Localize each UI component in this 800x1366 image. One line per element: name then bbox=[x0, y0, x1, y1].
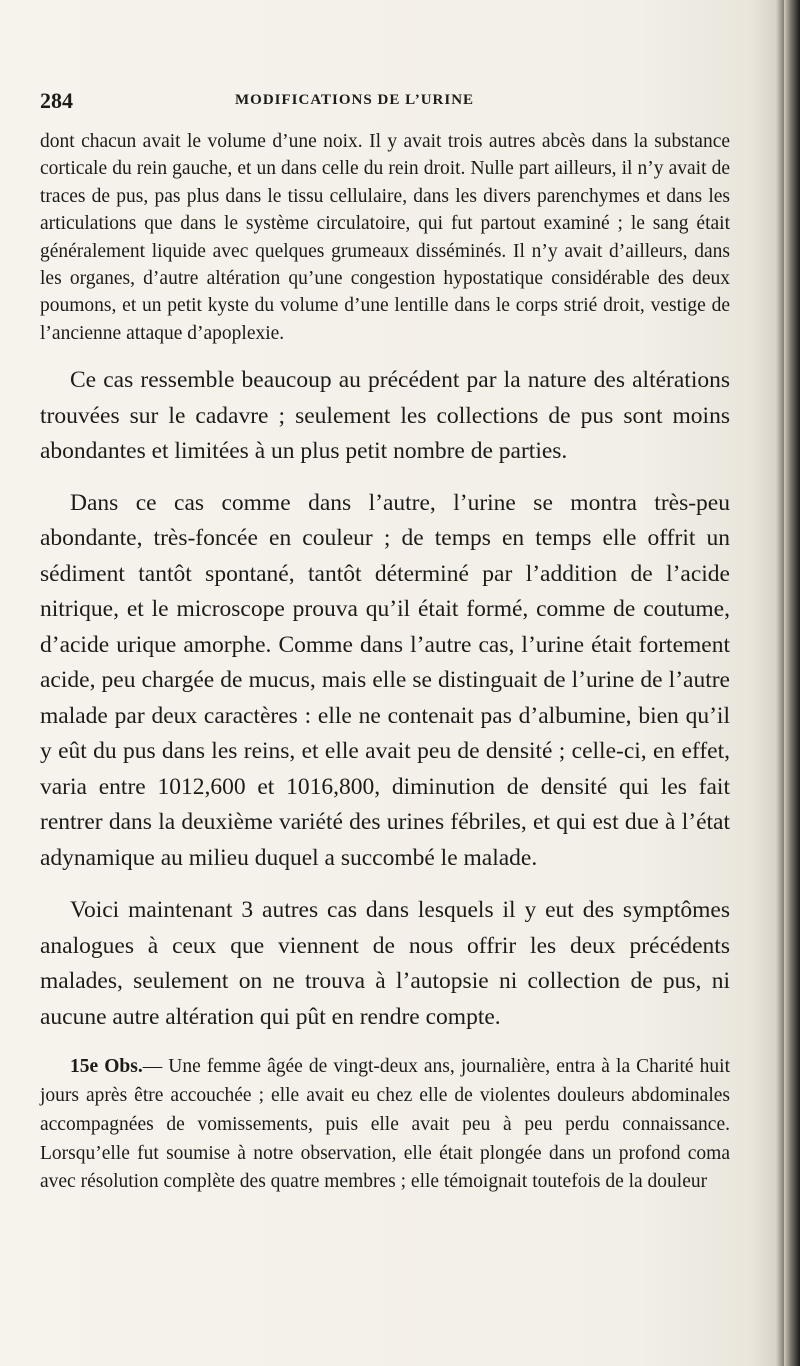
observation-paragraph bbox=[40, 1053, 730, 1197]
observation-text: — Une femme âgée de vingt-deux ans, journalière, entra à la Charité huit jours après être accouchée ; elle avait eu chez elle de violentes douleurs abdominales accompagnées de vomissements, puis elle avait peu à peu perdu connaissance. Lorsqu’elle fut soumise à notre observation, elle était plongée dans un profond coma avec résolution complète des quatre membres ; elle témoignait toutefois de la douleur bbox=[40, 1056, 730, 1193]
paragraph-2: Ce cas ressemble beaucoup au précédent par la nature des altérations trouvées sur le cadavre ; seulement les collections de pus sont moins abondantes et limitées à un plus petit nombre de parties. bbox=[40, 367, 730, 465]
body-text bbox=[40, 128, 730, 1197]
paragraph-3: Dans ce cas comme dans l’autre, l’urine se montra très-peu abondante, très-foncée en couleur ; de temps en temps elle offrit un sédiment tantôt spontané, tantôt déterminé par l’addition de l’acide nitrique, et le microscope prouva qu’il était formé, comme de coutume, d’acide urique amorphe. Comme dans l’autre cas, l’urine était fortement acide, peu chargée de mucus, mais elle se distinguait de l’urine de l’autre malade par deux caractères : elle ne contenait pas d’albumine, bien qu’il y eût du pus dans les reins, et elle avait peu de densité ; celle-ci, en effet, varia entre 1012,600 et 1016,800, diminution de densité qui les fait rentrer dans la deuxième variété des urines fébriles, et qui est due à l’état adynamique au milieu duquel a succombé le malade. bbox=[40, 489, 730, 871]
page-number: 284 bbox=[40, 88, 73, 113]
paragraph-4: Voici maintenant 3 autres cas dans lesquels il y eut des symptômes analogues à ceux que viennent de nous offrir les deux précédents malades, seulement on ne trouva à l’autopsie ni collection de pus, ni aucune autre altération qui pût en rendre compte. bbox=[40, 897, 730, 1030]
book-spine-shadow bbox=[784, 0, 800, 1366]
page-header bbox=[40, 88, 740, 120]
running-head: MODIFICATIONS DE L’URINE bbox=[235, 92, 475, 108]
paragraph-1: dont chacun avait le volume d’une noix. Il y avait trois autres abcès dans la substance corticale du rein gauche, et un dans celle du rein droit. Nulle part ailleurs, il n’y avait de traces de pus, pas plus dans le tissu cellulaire, dans les divers parenchymes et dans les articulations que dans le système circulatoire, qui fut partout examiné ; le sang était généralement liquide avec quelques grumeaux disséminés. Il n’y avait d’ailleurs, dans les organes, d’autre altération qu’une congestion hypostatique considérable des deux poumons, et un petit kyste du volume d’une lentille dans le corps strié droit, vestige de l’ancienne attaque d’apoplexie. bbox=[40, 131, 730, 344]
observation-label: 15e Obs. bbox=[70, 1056, 143, 1078]
